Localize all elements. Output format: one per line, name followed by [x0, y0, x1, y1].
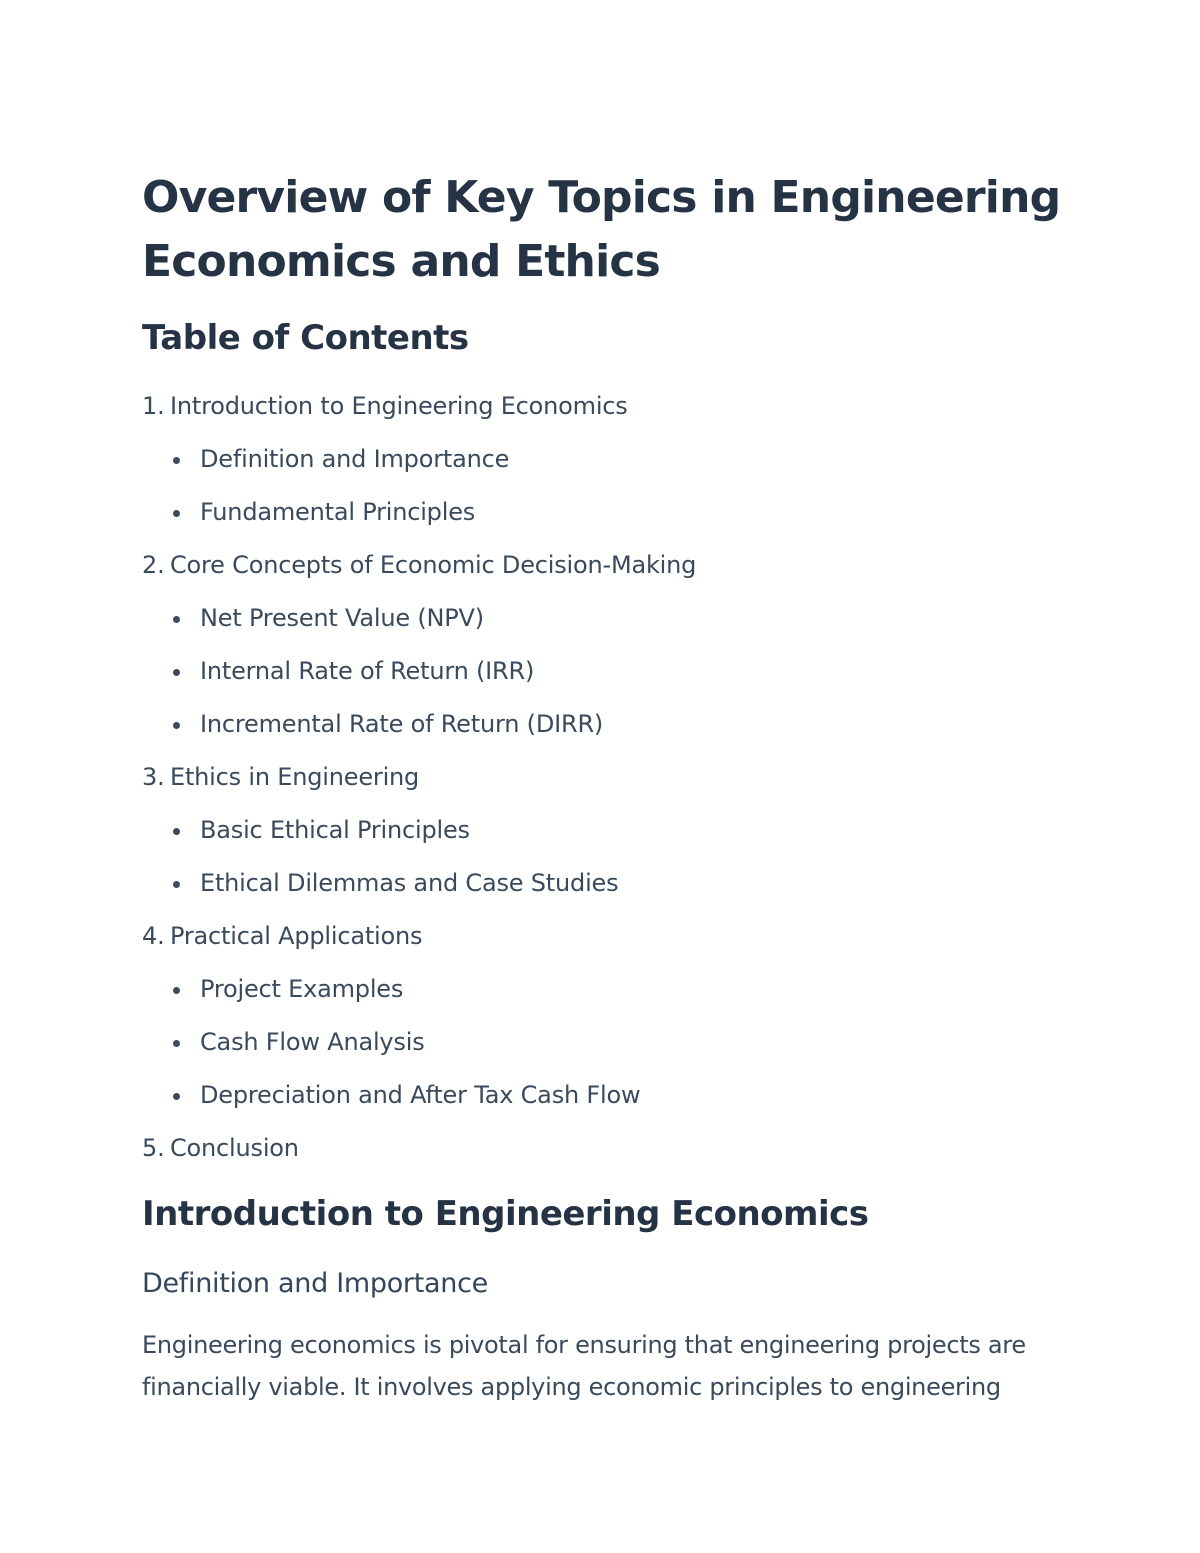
- bullet-icon: [173, 616, 180, 623]
- subsection-heading: Definition and Importance: [142, 1268, 488, 1299]
- bullet-icon: [173, 1093, 180, 1100]
- toc-heading: Table of Contents: [142, 318, 469, 358]
- toc-subitem: Cash Flow Analysis: [142, 1016, 696, 1069]
- document-title: Overview of Key Topics in Engineering Economics and Ethics: [142, 172, 1061, 287]
- toc-subitem: Depreciation and After Tax Cash Flow: [142, 1069, 696, 1122]
- toc-item-conclusion: [142, 1122, 696, 1175]
- toc-item-number: 2.: [142, 551, 165, 579]
- toc-item-core-concepts: [142, 539, 696, 751]
- toc-item-number: 1.: [142, 392, 165, 420]
- toc-sublist: [142, 963, 696, 1122]
- bullet-icon: [173, 722, 180, 729]
- toc-subitem: Ethical Dilemmas and Case Studies: [142, 857, 696, 910]
- toc-item-label: Conclusion: [170, 1134, 299, 1162]
- toc-sublist: [142, 804, 696, 910]
- toc-subitem: Incremental Rate of Return (DIRR): [142, 698, 696, 751]
- toc-subitem: Project Examples: [142, 963, 696, 1016]
- toc-item-label: Core Concepts of Economic Decision-Making: [170, 551, 697, 579]
- toc-item-number: 4.: [142, 922, 165, 950]
- toc-item-ethics: [142, 751, 696, 910]
- section-heading: Introduction to Engineering Economics: [142, 1194, 869, 1234]
- bullet-icon: [173, 987, 180, 994]
- body-paragraph: Engineering economics is pivotal for ensuring that engineering projects are financially viable. It involves applying economic principles to engineering: [142, 1331, 1026, 1401]
- bullet-icon: [173, 669, 180, 676]
- bullet-icon: [173, 1040, 180, 1047]
- bullet-icon: [173, 457, 180, 464]
- toc-item-label: Practical Applications: [170, 922, 423, 950]
- toc-subitem: Internal Rate of Return (IRR): [142, 645, 696, 698]
- bullet-icon: [173, 881, 180, 888]
- toc-item-introduction: [142, 380, 696, 539]
- bullet-icon: [173, 828, 180, 835]
- toc-sublist: [142, 433, 696, 539]
- toc-item-label: Introduction to Engineering Economics: [170, 392, 628, 420]
- table-of-contents: [142, 380, 696, 1175]
- toc-subitem: Basic Ethical Principles: [142, 804, 696, 857]
- toc-item-practical-applications: [142, 910, 696, 1122]
- toc-sublist: [142, 592, 696, 751]
- toc-item-label: Ethics in Engineering: [170, 763, 420, 791]
- toc-subitem: Net Present Value (NPV): [142, 592, 696, 645]
- toc-item-number: 3.: [142, 763, 165, 791]
- toc-item-number: 5.: [142, 1134, 165, 1162]
- bullet-icon: [173, 510, 180, 517]
- toc-subitem: Definition and Importance: [142, 433, 696, 486]
- toc-subitem: Fundamental Principles: [142, 486, 696, 539]
